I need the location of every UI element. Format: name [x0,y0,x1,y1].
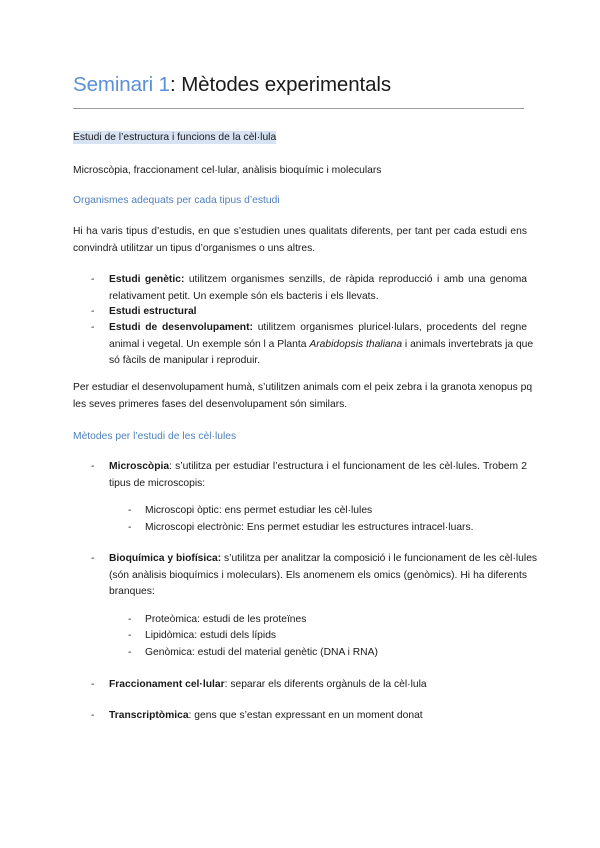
bullet-dash: - [91,553,95,564]
bullet-dash: - [128,647,132,658]
list-item-bioquimica: Bioquímica y biofísica: s’utilitza per analitzar la composició i le funcionament de les cèl·lules (són anàlisis bioquímics i moleculars). Els anomenem els omics (genòmics). Hi ha diferents branques: [109,553,538,597]
bullet-dash: - [91,710,95,721]
page-title [73,73,391,97]
bullet-dash: - [91,679,95,690]
paragraph-desenvolupament-huma: Per estudiar el desenvolupament humà, s’utilitzen animals com el peix zebra i la granota xenopus pq les seves primeres fases del desenvolupament són similars. [73,382,533,410]
list-item-microscopia: Microscòpia: s’utilitza per estudiar l’estructura i el funcionament de les cèl·lules. Trobem 2 tipus de microscopis: [109,461,527,489]
list-item-estudi-estructural: Estudi estructural [109,306,197,317]
bullet-dash: - [128,614,132,625]
sublist-item-genomica: Genòmica: estudi del material genètic (DNA i RNA) [145,647,378,658]
bullet-dash: - [91,322,95,333]
paragraph-intro: Hi ha varis tipus d’estudis, en que s’estudien unes qualitats diferents, per tant per cada estudi ens convindrà utilitzar un tipus d’organismes o uns altres. [73,226,527,254]
bullet-dash: - [128,505,132,516]
list-item-estudi-genetic: Estudi genètic: utilitzem organismes senzills, de ràpida reproducció i amb una genoma relativament petit. Un exemple són els bacteris i els llevats. [109,274,527,302]
bullet-dash: - [91,306,95,317]
sublist-item-proteomica: Proteòmica: estudi de les proteïnes [145,614,307,625]
title-prefix: Seminari 1 [73,73,170,96]
sublist-item-microscopi-electronic: Microscopi electrònic: Ens permet estudiar les estructures intracel·luars. [145,522,474,533]
title-divider [73,108,524,109]
title-rest: : Mètodes experimentals [170,73,392,96]
sublist-item-lipidomica: Lipidòmica: estudi dels lípids [145,630,277,641]
section-heading-highlight: Estudi de l’estructura i funcions de la cèl·lula [73,132,277,143]
bullet-dash: - [128,630,132,641]
subtitle: Microscòpia, fraccionament cel·lular, anàlisis bioquímic i moleculars [73,165,382,176]
bullet-dash: - [91,274,95,285]
list-item-fraccionament: Fraccionament cel·lular: separar els diferents orgànuls de la cèl·lula [109,679,427,690]
bullet-dash: - [91,461,95,472]
list-item-estudi-desenvolupament: Estudi de desenvolupament: utilitzem organismes pluricel·lulars, procedents del regne animal i vegetal. Un exemple són l a Planta Arabidopsis thaliana i animals invertebrats ja que só fàcils de manipular i reproduir. [109,322,534,366]
heading-organismes: Organismes adequats per cada tipus d’estudi [73,195,280,206]
bullet-dash: - [128,522,132,533]
heading-metodes: Mètodes per l’estudi de les cèl·lules [73,431,237,442]
list-item-transcriptomica: Transcriptòmica: gens que s’estan expressant en un moment donat [109,710,423,721]
sublist-item-microscopi-optic: Microscopi òptic: ens permet estudiar les cèl·lules [145,505,373,516]
